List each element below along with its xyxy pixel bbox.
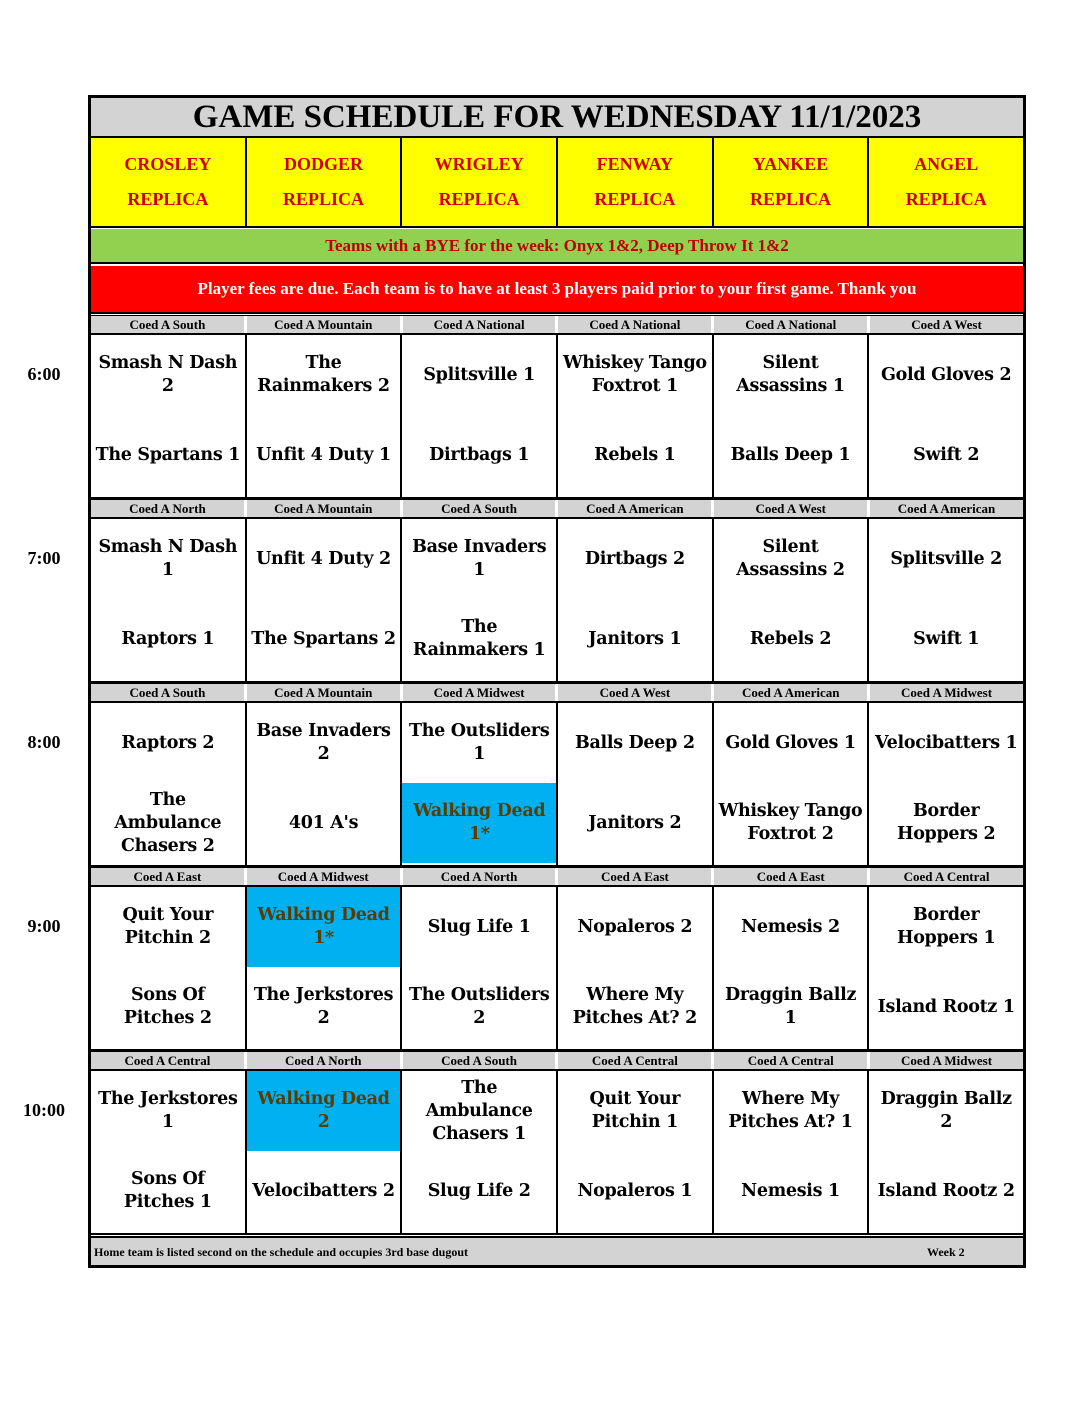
field-type: REPLICA [127,189,209,209]
field-header [714,138,870,228]
field-header [558,138,714,228]
time-slot [91,683,1023,867]
game-cell [247,335,403,497]
away-team: Walking Dead 2 [247,1071,401,1151]
division-row [91,499,1023,519]
away-team: Gold Gloves 2 [881,364,1012,385]
home-team: 401 A's [288,812,359,833]
game-cell [558,703,714,865]
game-cell [558,519,714,681]
away-team: The Ambulance Chasers 1 [425,1077,533,1144]
field-header-row [91,138,1023,228]
away-team: Silent Assassins 2 [736,537,845,580]
division-label: Coed A South [91,684,247,701]
game-row [91,703,1023,867]
division-label: Coed A East [91,868,247,885]
division-label: Coed A Midwest [247,868,403,885]
page-title: GAME SCHEDULE FOR WEDNESDAY 11/1/2023 [91,98,1023,138]
division-label: Coed A Mountain [247,316,403,333]
division-label: Coed A American [870,500,1023,517]
time-slot [91,499,1023,683]
home-team: Island Rootz 2 [877,1180,1015,1201]
home-team: Draggin Ballz 1 [724,985,857,1028]
division-label: Coed A East [714,868,870,885]
game-row [91,335,1023,499]
division-row [91,1051,1023,1071]
game-row [91,519,1023,683]
division-label: Coed A Mountain [247,500,403,517]
field-type: REPLICA [905,189,987,209]
game-cell [714,519,870,681]
field-header [247,138,403,228]
footer-bar [91,1236,1023,1265]
home-team: Nopaleros 1 [577,1180,693,1201]
away-team: The Jerkstores 1 [98,1089,238,1132]
away-team: Nopaleros 2 [577,916,693,937]
game-cell [714,887,870,1049]
away-team: Base Invaders 1 [412,537,547,580]
field-header [402,138,558,228]
field-name: DODGER [284,154,364,174]
game-cell [247,519,403,681]
time-label: 6:00 [27,364,61,384]
division-label: Coed A North [403,868,559,885]
time-label: 7:00 [27,548,61,568]
time-label: 9:00 [27,916,61,936]
away-team: Where My Pitches At? 1 [728,1089,853,1132]
away-team: Splitsville 2 [890,548,1003,569]
away-team: Border Hoppers 1 [896,905,996,948]
game-cell [402,887,558,1049]
division-label: Coed A Midwest [870,1052,1023,1069]
division-label: Coed A West [558,684,714,701]
game-cell [558,1071,714,1233]
game-cell [91,887,247,1049]
away-team: Smash N Dash 1 [98,537,238,580]
game-cell [714,703,870,865]
division-label: Coed A Central [714,1052,870,1069]
away-team: Quit Your Pitchin 2 [122,905,214,948]
game-cell [869,887,1023,1049]
away-team: Raptors 2 [121,732,215,753]
division-row [91,867,1023,887]
division-label: Coed A Central [91,1052,247,1069]
game-cell [869,335,1023,497]
game-cell [558,335,714,497]
field-name: YANKEE [752,154,829,174]
division-label: Coed A East [558,868,714,885]
division-label: Coed A Midwest [870,684,1023,701]
field-name: FENWAY [596,154,674,174]
division-label: Coed A West [714,500,870,517]
home-team: The Jerkstores 2 [253,985,394,1028]
time-label: 10:00 [23,1100,65,1120]
away-team: Walking Dead 1* [247,887,401,967]
home-team: The Ambulance Chasers 2 [114,789,222,856]
away-team: Dirtbags 2 [584,548,685,569]
away-team: The Rainmakers 2 [257,353,390,396]
game-cell [247,887,403,1049]
division-label: Coed A National [714,316,870,333]
away-team: Balls Deep 2 [574,732,695,753]
division-label: Coed A Central [870,868,1023,885]
division-label: Coed A Mountain [247,684,403,701]
footer-note: Home team is listed second on the schedule and occupies 3rd base dugout [94,1245,469,1259]
home-team: Janitors 1 [588,628,682,649]
field-type: REPLICA [438,189,520,209]
home-team: The Spartans 2 [251,628,396,649]
away-team: Splitsville 1 [423,364,536,385]
home-team: Whiskey Tango Foxtrot 2 [718,801,863,844]
away-team: Unfit 4 Duty 2 [256,548,391,569]
home-team: Nemesis 1 [741,1180,840,1201]
game-cell [714,335,870,497]
home-team: Walking Dead 1* [402,783,556,863]
home-team: The Spartans 1 [95,444,241,465]
away-team: Base Invaders 2 [256,721,391,764]
home-team: Sons Of Pitches 1 [123,1169,212,1212]
home-team: Island Rootz 1 [877,996,1015,1017]
division-label: Coed A South [91,316,247,333]
game-row [91,1071,1023,1235]
home-team: Sons Of Pitches 2 [123,985,212,1028]
home-team: Balls Deep 1 [730,444,851,465]
home-team: Raptors 1 [121,628,215,649]
game-cell [247,703,403,865]
home-team: Dirtbags 1 [429,444,530,465]
away-team: Velocibatters 1 [874,732,1018,753]
division-row [91,315,1023,335]
division-label: Coed A West [870,316,1023,333]
division-label: Coed A National [558,316,714,333]
home-team: Swift 2 [913,444,980,465]
field-name: WRIGLEY [434,154,524,174]
bye-notice: Teams with a BYE for the week: Onyx 1&2, Deep Throw It 1&2 [91,229,1023,264]
away-team: Smash N Dash 2 [98,353,238,396]
game-cell [91,519,247,681]
fee-notice: Player fees are due. Each team is to have at least 3 players paid prior to your first game. Thank you [91,266,1023,314]
game-cell [247,1071,403,1233]
field-type: REPLICA [594,189,676,209]
game-cell [402,703,558,865]
division-label: Coed A North [91,500,247,517]
game-cell [714,1071,870,1233]
field-type: REPLICA [283,189,365,209]
time-slot [91,315,1023,499]
game-cell [869,519,1023,681]
game-cell [402,519,558,681]
week-label: Week 2 [927,1245,965,1259]
home-team: Swift 1 [913,628,980,649]
division-label: Coed A American [714,684,870,701]
field-type: REPLICA [750,189,832,209]
game-row [91,887,1023,1051]
away-team: Draggin Ballz 2 [880,1089,1012,1132]
division-label: Coed A South [403,1052,559,1069]
away-team: The Outsliders 1 [408,721,550,764]
game-cell [91,335,247,497]
home-team: Velocibatters 2 [252,1180,395,1201]
time-label: 8:00 [27,732,61,752]
division-label: Coed A Midwest [403,684,559,701]
schedule-sheet [88,95,1026,1268]
home-team: Rebels 2 [749,628,832,649]
division-label: Coed A American [558,500,714,517]
time-slot [91,867,1023,1051]
away-team: Nemesis 2 [741,916,840,937]
game-cell [91,703,247,865]
away-team: Silent Assassins 1 [736,353,845,396]
division-label: Coed A South [403,500,559,517]
game-cell [558,887,714,1049]
home-team: Unfit 4 Duty 1 [256,444,391,465]
time-slot [91,1051,1023,1235]
home-team: Where My Pitches At? 2 [572,985,698,1028]
game-cell [402,1071,558,1233]
home-team: Rebels 1 [594,444,676,465]
field-name: CROSLEY [124,154,212,174]
field-header [869,138,1023,228]
division-label: Coed A North [247,1052,403,1069]
game-cell [869,1071,1023,1233]
away-team: Gold Gloves 1 [725,732,856,753]
game-cell [402,335,558,497]
division-label: Coed A Central [558,1052,714,1069]
home-team: Border Hoppers 2 [896,801,996,844]
away-team: Slug Life 1 [427,916,531,937]
field-name: ANGEL [914,154,979,174]
away-team: Whiskey Tango Foxtrot 1 [562,353,707,396]
home-team: The Outsliders 2 [408,985,550,1028]
division-row [91,683,1023,703]
game-cell [91,1071,247,1233]
division-label: Coed A National [403,316,559,333]
away-team: Quit Your Pitchin 1 [589,1089,681,1132]
home-team: The Rainmakers 1 [412,617,546,660]
home-team: Janitors 2 [588,812,682,833]
game-cell [869,703,1023,865]
field-header [91,138,247,228]
home-team: Slug Life 2 [427,1180,531,1201]
